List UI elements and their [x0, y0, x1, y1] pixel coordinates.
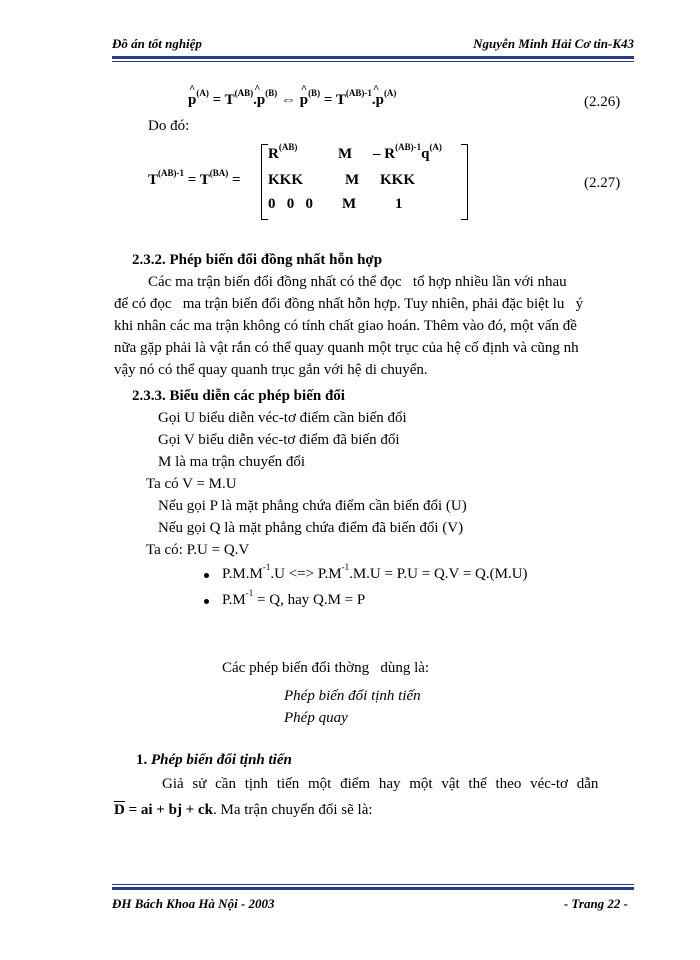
- matrix-cell: [268, 142, 298, 163]
- definition-line: Gọi V biểu diễn véc-tơ điểm đã biến đổi: [158, 432, 400, 448]
- ta-co-line: Ta có: P.U = Q.V: [146, 542, 250, 558]
- eq-text: = T: [320, 92, 346, 108]
- eq-text: = Q, hay Q.M = P: [253, 592, 366, 608]
- matrix-cell: 1: [395, 196, 403, 212]
- section-2-3-2-title: 2.3.2. Phép biến đổi đồng nhất hỗn hợp: [132, 252, 383, 268]
- do-do-label: Do đó:: [148, 118, 190, 134]
- eq-text: P.M: [222, 592, 246, 608]
- eq-text: T: [148, 172, 159, 188]
- eq-text: = ai + bj + ck: [124, 802, 213, 818]
- eq-text: P.M.M: [222, 566, 263, 582]
- p-hat-symbol: ^ p: [188, 92, 196, 109]
- bullet-formula-2: [222, 588, 366, 609]
- bullet-icon: [204, 573, 209, 578]
- footer-rule-thick: [112, 887, 634, 890]
- eq-text: =: [228, 172, 241, 188]
- matrix-cell: KKK: [268, 172, 304, 188]
- transform-item-translation: Phép biến đổi tịnh tiến: [284, 688, 421, 704]
- equation-2-26: [188, 88, 397, 109]
- eq-text: $\overline{D}$: [114, 802, 125, 818]
- sup: (A): [383, 88, 397, 98]
- eq-text: .M.U = P.U = Q.V = Q.(M.U): [349, 566, 528, 582]
- p-hat-symbol: ^ p: [300, 92, 308, 109]
- ta-co-line: Ta có V = M.U: [146, 476, 237, 492]
- matrix-cell: M: [342, 196, 357, 212]
- paragraph-line: Giả sử cần tịnh tiến một điểm hay một vật thể theo véc-tơ dẫn: [162, 776, 599, 792]
- sup: (AB)-1: [158, 168, 185, 178]
- eq-text: = T: [208, 92, 235, 108]
- header-left: Đồ án tốt nghiệp: [112, 36, 202, 51]
- sup: (AB): [278, 142, 298, 152]
- sup: -1: [245, 588, 254, 598]
- sup: -1: [341, 562, 350, 572]
- header-rule-thick: [112, 56, 634, 59]
- paragraph-line: nữa gặp phải là vật rắn có thể quay quanh một trục của hệ cố định và cũng nh: [114, 340, 579, 356]
- paragraph-line: khi nhân các ma trận không có tính chất giao hoán. Thêm vào đó, một vấn đề: [114, 318, 577, 334]
- footer-left: ĐH Bách Khoa Hà Nội - 2003: [112, 896, 275, 911]
- paragraph-line: Các ma trận biến đổi đồng nhất có thể đọc tổ hợp nhiều lần với nhau: [148, 274, 567, 290]
- sup: (AB): [234, 88, 254, 98]
- paragraph-line: vậy nó có thể quay quanh trục gắn với hệ di chuyển.: [114, 362, 428, 378]
- eq-text: .U <=> P.M: [270, 566, 342, 582]
- eq-text: – R: [373, 146, 396, 162]
- section-2-3-3-title: 2.3.3. Biểu diễn các phép biến đổi: [132, 388, 345, 404]
- sup: (AB)-1: [395, 142, 422, 152]
- matrix-cell: M: [345, 172, 360, 188]
- vector-d-formula: [114, 802, 373, 819]
- definition-line: Nếu gọi Q là mặt phẳng chứa điểm đã biến đổi (V): [158, 520, 464, 536]
- sup: (A): [196, 88, 209, 98]
- sup: (AB)-1: [345, 88, 372, 98]
- equation-number-2-27: (2.27): [584, 175, 621, 191]
- eq-text: = T: [184, 172, 210, 188]
- header-right: Nguyễn Minh Hải Cơ tin-K43: [473, 36, 634, 51]
- eq-text: 1.: [136, 752, 151, 768]
- matrix-left-bracket: [261, 144, 268, 220]
- p-hat-symbol: ^ .p: [253, 92, 265, 109]
- eq-text: . Ma trận chuyển đổi sẽ là:: [213, 802, 373, 818]
- equation-number-2-26: (2.26): [584, 94, 621, 110]
- common-transforms-intro: Các phép biến đổi thờng dùng là:: [222, 660, 430, 676]
- eq-text: Phép biến đổi tịnh tiến: [151, 752, 292, 768]
- matrix-cell: [373, 142, 442, 163]
- footer-right: - Trang 22 -: [563, 896, 628, 911]
- matrix-cell: M: [338, 146, 353, 162]
- section-1-title: [136, 752, 292, 769]
- definition-line: Nếu gọi P là mặt phẳng chứa điểm cần biến đổi (U): [158, 498, 467, 514]
- sup: (A): [429, 142, 442, 152]
- bullet-icon: [204, 599, 209, 604]
- eq-text: R: [268, 146, 279, 162]
- footer-rule-thin: [112, 884, 634, 885]
- matrix-cell: KKK: [380, 172, 416, 188]
- matrix-right-bracket: [461, 144, 468, 220]
- sup: (B): [308, 88, 321, 98]
- sup: -1: [262, 562, 271, 572]
- paragraph-line: để có đọc ma trận biến đổi đồng nhất hỗn hợp. Tuy nhiên, phải đặc biệt lu ý: [114, 296, 584, 312]
- iff-symbol: ⇔: [277, 92, 300, 108]
- bullet-formula-1: [222, 562, 528, 583]
- header-rule-thin: [112, 61, 634, 62]
- matrix-cell: 0 0 0: [268, 196, 313, 212]
- definition-line: Gọi U biểu diễn véc-tơ điểm cần biến đổi: [158, 410, 407, 426]
- p-hat-symbol: ^ .p: [372, 92, 384, 109]
- definition-line: M là ma trận chuyển đổi: [158, 454, 306, 470]
- sup: (BA): [209, 168, 229, 178]
- sup: (B): [265, 88, 278, 98]
- transform-item-rotation: Phép quay: [284, 710, 348, 726]
- eq-text: q: [421, 146, 430, 162]
- equation-2-27-lhs: [148, 168, 241, 189]
